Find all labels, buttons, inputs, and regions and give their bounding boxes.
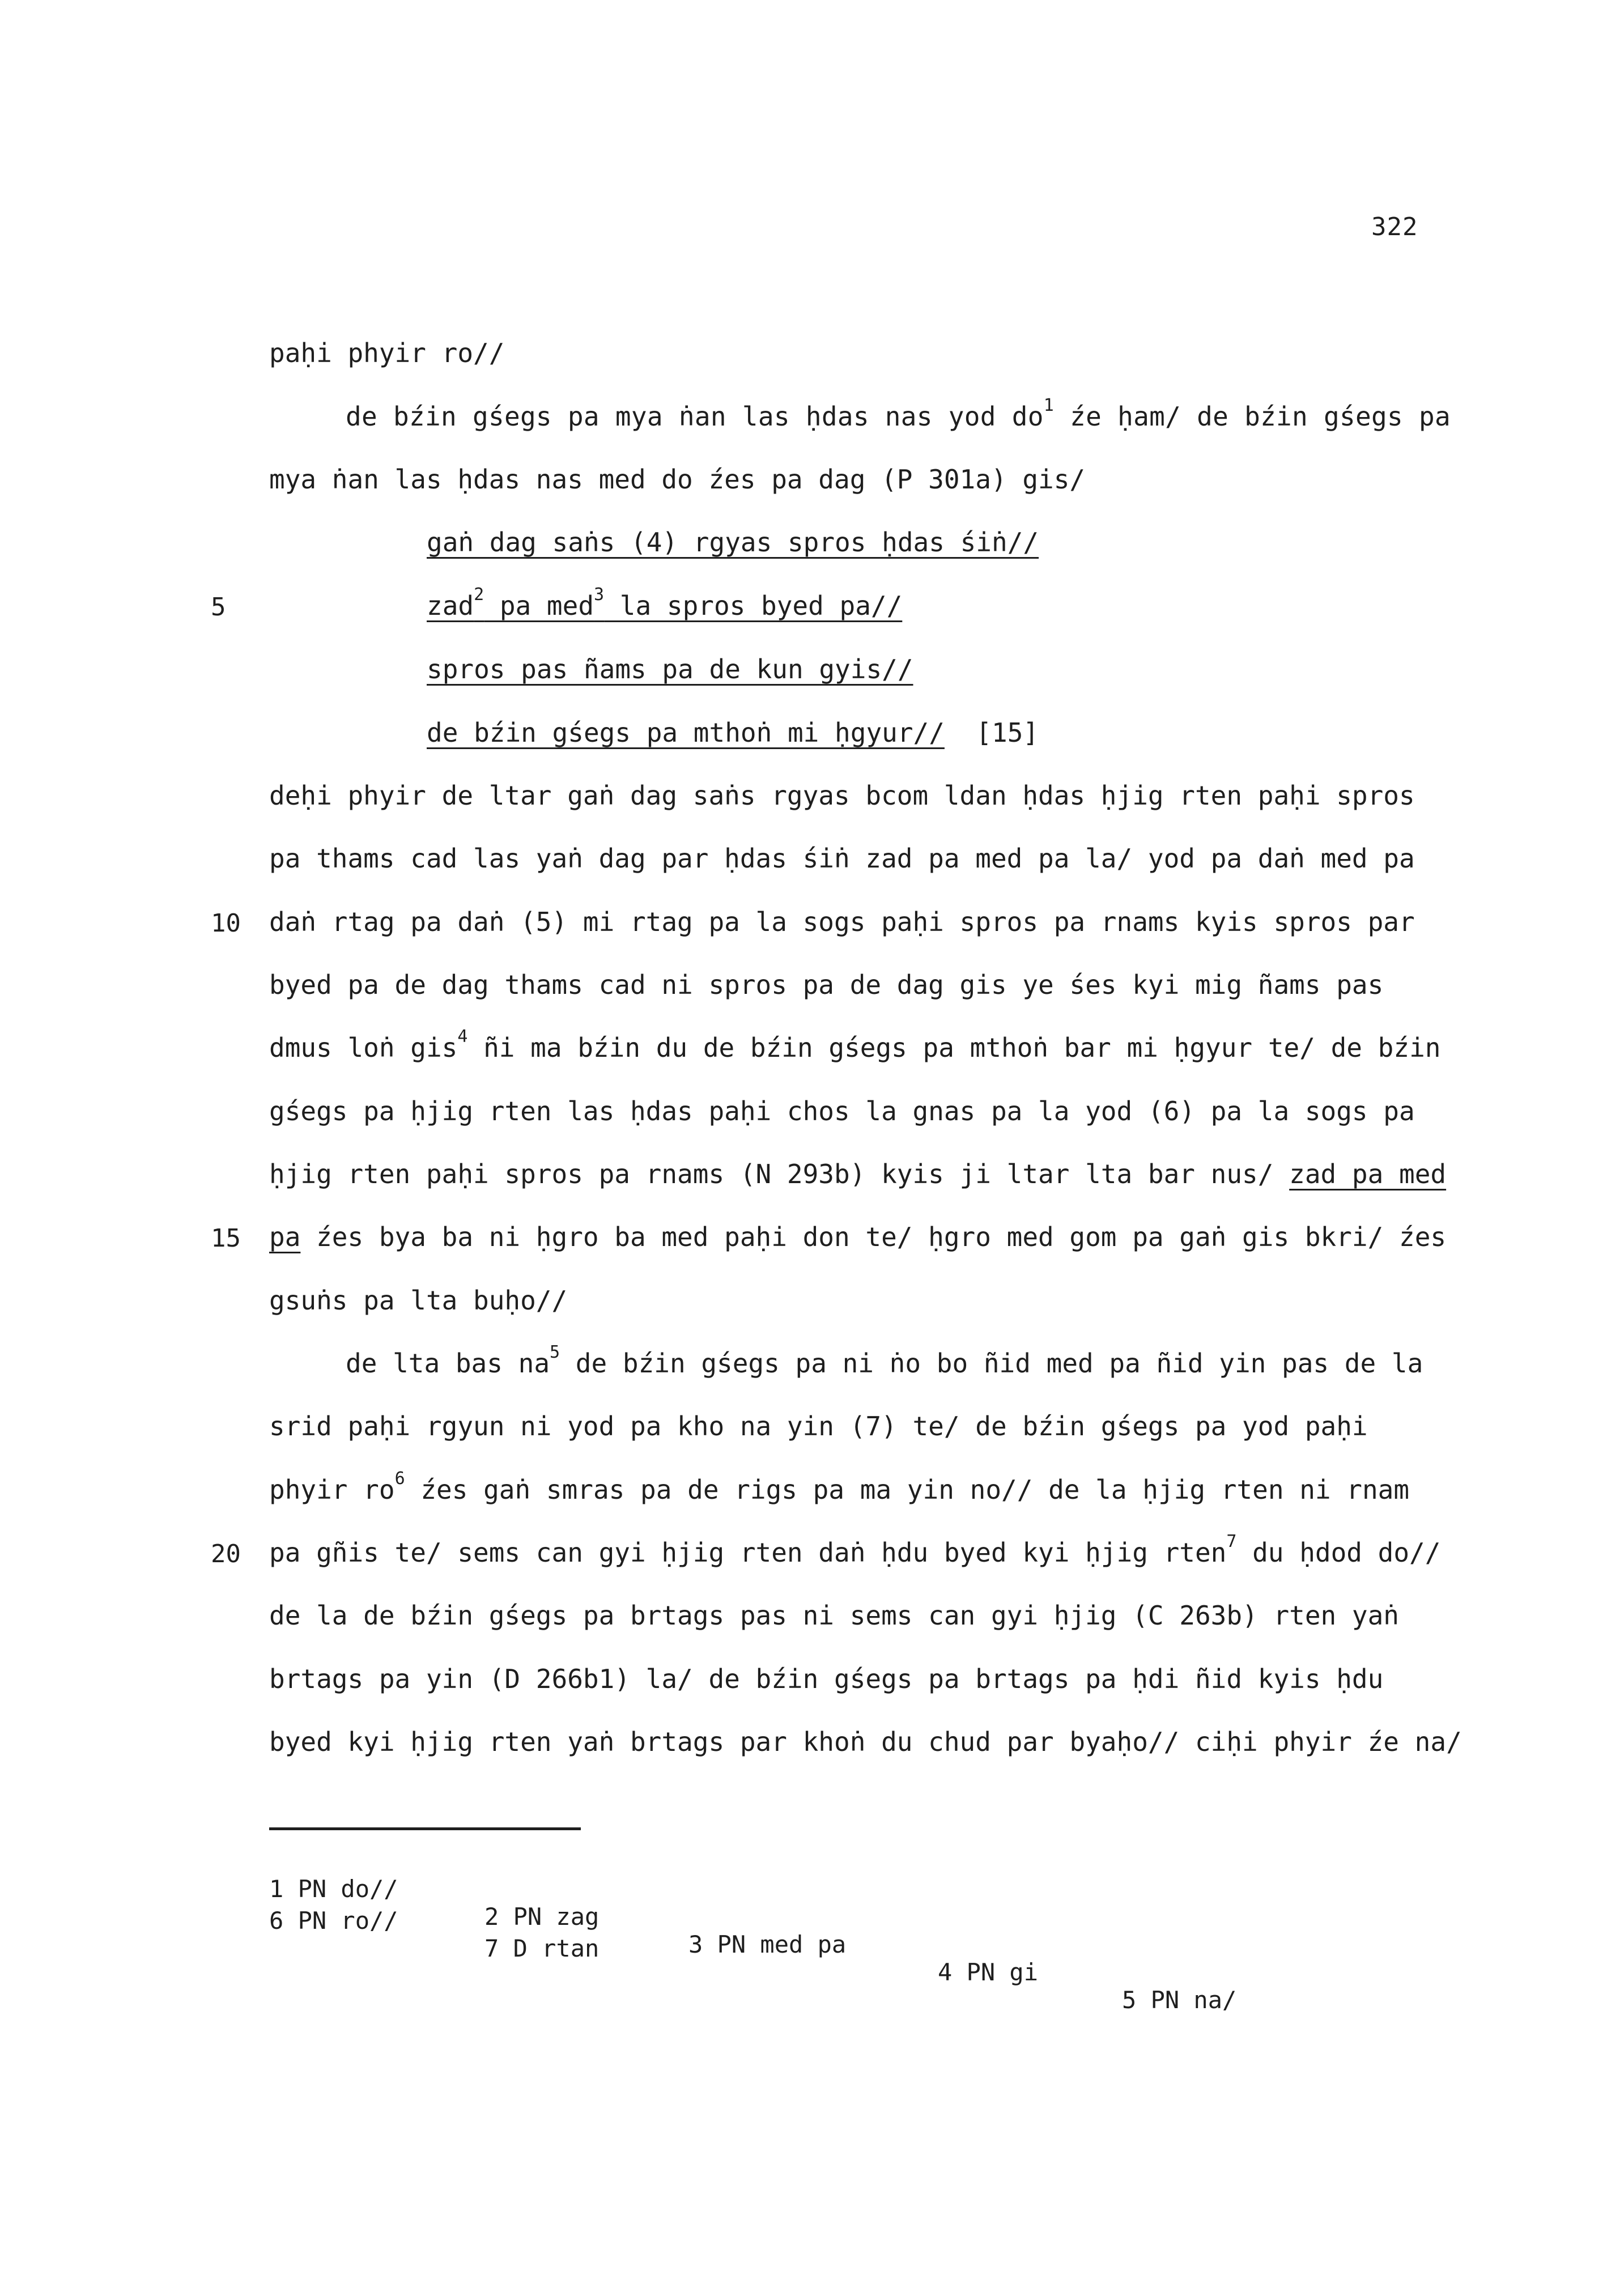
text-line-1: paḥi phyir ro//: [269, 338, 505, 368]
verse-line-4: de bźin gśegs pa mthoṅ mi ḥgyur// [15]: [427, 717, 1039, 748]
line-number: 20: [211, 1540, 241, 1568]
footnote: 3 PN med pa: [688, 1931, 847, 1958]
text-line-18: srid paḥi rgyun ni yod pa kho na yin (7) te/ de bźin gśegs pa yod paḥi: [269, 1411, 1368, 1442]
footnote: 2 PN zag: [484, 1903, 600, 1931]
text-line-21: de la de bźin gśegs pa brtags pas ni sems can gyi ḥjig (C 263b) rten yaṅ: [269, 1600, 1399, 1631]
text-line-2: de bźin gśegs pa mya ṅan las ḥdas nas yod $do^1$ źe ḥam/ de bźin gśegs pa: [346, 396, 1451, 432]
text-line-17: de lta bas $na^5$ de bźin gśegs pa ni ṅo bo ñid med pa ñid yin pas de la: [346, 1342, 1423, 1379]
footnote-ref: 3: [594, 585, 605, 605]
verse-line-2: zad$^2$ pa med$^3$ la spros byed pa//: [427, 585, 903, 621]
footnote-ref: 6: [394, 1469, 405, 1489]
footnote: 4 PN gi: [938, 1958, 1039, 1986]
text-line-13: gśegs pa ḥjig rten las ḥdas paḥi chos la gnas pa la yod (6) pa la sogs pa: [269, 1096, 1415, 1126]
verse-line-3: spros pas ñams pa de kun gyis//: [427, 654, 913, 684]
text-line-12: dmus loṅ gis$^4$ ñi ma bźin du de bźin gśegs pa mthoṅ bar mi ḥgyur te/ de bźin: [269, 1027, 1441, 1063]
text-line-19: phyir $ro^6$ źes gaṅ smras pa de rigs pa ma yin no// de la ḥjig rten ni rnam: [269, 1469, 1410, 1505]
text-line-22: brtags pa yin (D 266b1) la/ de bźin gśegs pa brtags pa ḥdi ñid kyis ḥdu: [269, 1664, 1384, 1694]
text-line-16: gsuṅs pa lta buḥo//: [269, 1285, 568, 1316]
footnote-ref: 7: [1226, 1532, 1237, 1551]
text-line-9: pa thams cad las yaṅ dag par ḥdas śiṅ zad pa med pa la/ yod pa daṅ med pa: [269, 843, 1415, 874]
verse-number: [15]: [976, 717, 1039, 748]
text-line-15: pa źes bya ba ni ḥgro ba med paḥi don te/ ḥgro med gom pa gaṅ gis bkri/ źes: [269, 1222, 1447, 1252]
footnote-ref: 5: [550, 1342, 560, 1362]
text-line-8: deḥi phyir de ltar gaṅ dag saṅs rgyas bcom ldan ḥdas ḥjig rten paḥi spros: [269, 780, 1415, 811]
footnote: 5 PN na/: [1122, 1986, 1237, 2014]
footnote: 7 D rtan: [484, 1934, 600, 1962]
line-number: 15: [211, 1224, 241, 1253]
page-number: 322: [1371, 212, 1418, 241]
text-line-11: byed pa de dag thams cad ni spros pa de dag gis ye śes kyi mig ñams pas: [269, 970, 1384, 1000]
line-number: 5: [211, 593, 226, 622]
footnote-rule: [269, 1827, 581, 1830]
text-line-23: byed kyi ḥjig rten yaṅ brtags par khoṅ du chud par byaḥo// ciḥi phyir źe na/: [269, 1727, 1462, 1757]
footnote-ref: 2: [474, 585, 484, 605]
line-number: 10: [211, 909, 241, 938]
text-line-20: pa gñis te/ sems can gyi ḥjig rten daṅ ḥdu byed kyi ḥjig rten$^7$ du ḥdod do//: [269, 1532, 1441, 1568]
text-line-10: daṅ rtag pa daṅ (5) mi rtag pa la sogs paḥi spros pa rnams kyis spros par: [269, 907, 1415, 937]
text-line-14: ḥjig rten paḥi spros pa rnams (N 293b) kyis ji ltar lta bar nus/ zad pa med: [269, 1159, 1447, 1189]
text-line-3: mya ṅan las ḥdas nas med do źes pa dag (P 301a) gis/: [269, 464, 1086, 495]
footnote: 1 PN do//: [269, 1875, 398, 1903]
footnote-ref: 4: [457, 1027, 468, 1047]
verse-line-1: gaṅ dag saṅs (4) rgyas spros ḥdas śiṅ//: [427, 527, 1039, 558]
footnote: 6 PN ro//: [269, 1907, 398, 1934]
footnote-ref: 1: [1043, 396, 1055, 415]
